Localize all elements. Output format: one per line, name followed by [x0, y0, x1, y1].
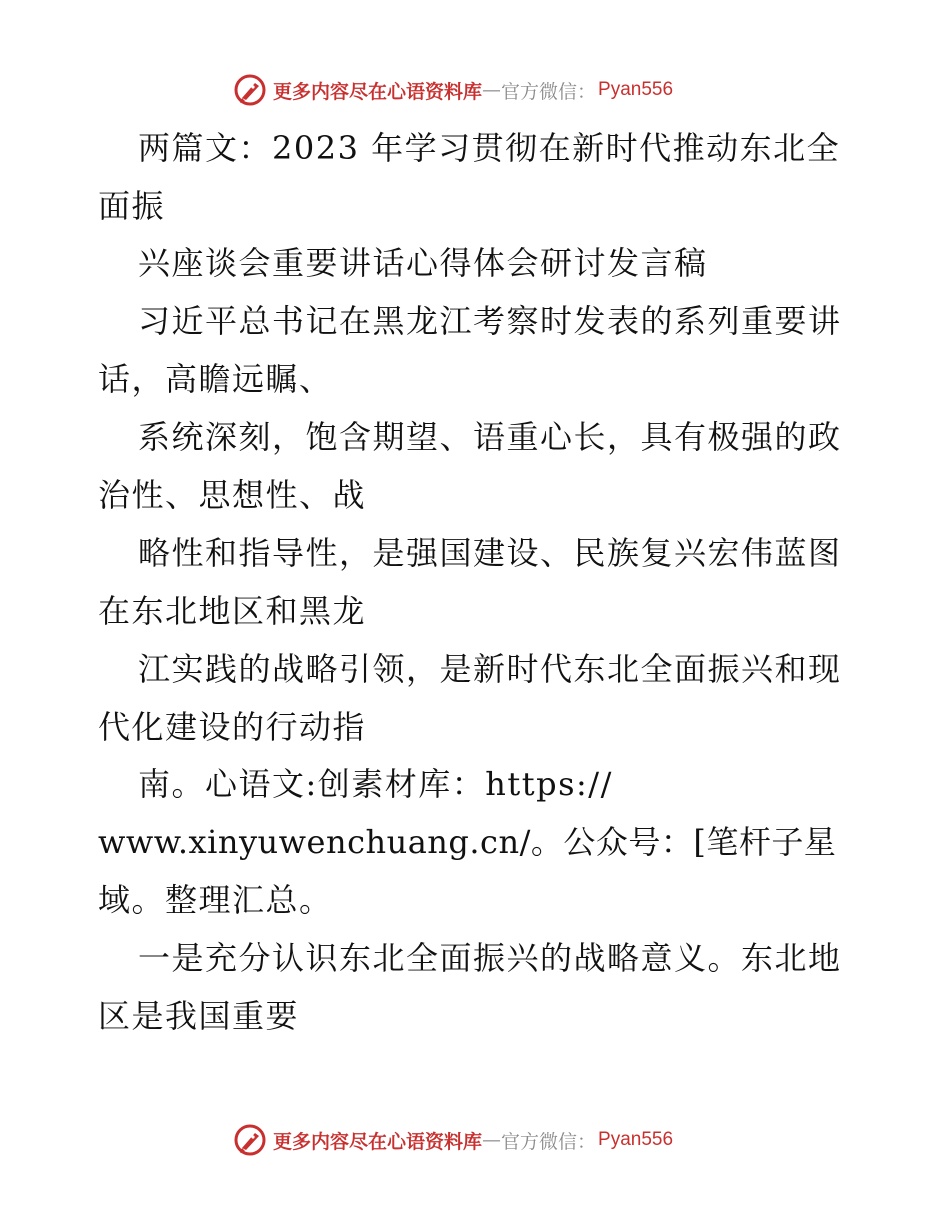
- pen-logo-icon: [233, 1123, 267, 1157]
- banner-separator: —: [482, 1129, 502, 1151]
- paragraph-line: 治性、思想性、战: [98, 476, 367, 514]
- paragraph-line: 区是我国重要: [98, 997, 300, 1035]
- paragraph-line: 略性和指导性，是强国建设、民族复兴宏伟蓝图: [138, 534, 842, 572]
- banner-title: 更多内容尽在心语资料库: [273, 1130, 483, 1153]
- paragraph-line: 话，高瞻远瞩、: [98, 360, 333, 398]
- banner-title: 更多内容尽在心语资料库: [273, 80, 483, 103]
- paragraph-line: 习近平总书记在黑龙江考察时发表的系列重要讲: [138, 302, 842, 340]
- paragraph-line: 江实践的战略引领，是新时代东北全面振兴和现: [138, 650, 842, 688]
- pen-logo-icon: [233, 73, 267, 107]
- paragraph-line: 南。心语文:创素材库：https://: [138, 765, 613, 803]
- paragraph-line: 域。整理汇总。: [98, 881, 333, 919]
- paragraph-line: www.xinyuwenchuang.cn/。公众号：[笔杆子星: [98, 823, 837, 861]
- paragraph-line: 一是充分认识东北全面振兴的战略意义。东北地: [138, 939, 842, 977]
- paragraph-line: 代化建设的行动指: [98, 708, 367, 746]
- title-line-3: 兴座谈会重要讲话心得体会研讨发言稿: [138, 244, 708, 282]
- title-line-1: 两篇文：2023 年学习贯彻在新时代推动东北全: [138, 129, 841, 167]
- banner-wechat-label: 官方微信：: [501, 1130, 597, 1153]
- paragraph-line: 系统深刻，饱含期望、语重心长，具有极强的政: [138, 418, 842, 456]
- banner-separator: —: [482, 79, 502, 101]
- banner-wechat-id: Pyan556: [598, 79, 674, 100]
- footer-banner: [233, 1123, 673, 1157]
- banner-wechat-id: Pyan556: [598, 1129, 674, 1150]
- paragraph-line: 在东北地区和黑龙: [98, 592, 367, 630]
- banner-wechat-label: 官方微信：: [501, 80, 597, 103]
- title-line-2: 面振: [98, 187, 166, 225]
- header-banner: [233, 73, 673, 107]
